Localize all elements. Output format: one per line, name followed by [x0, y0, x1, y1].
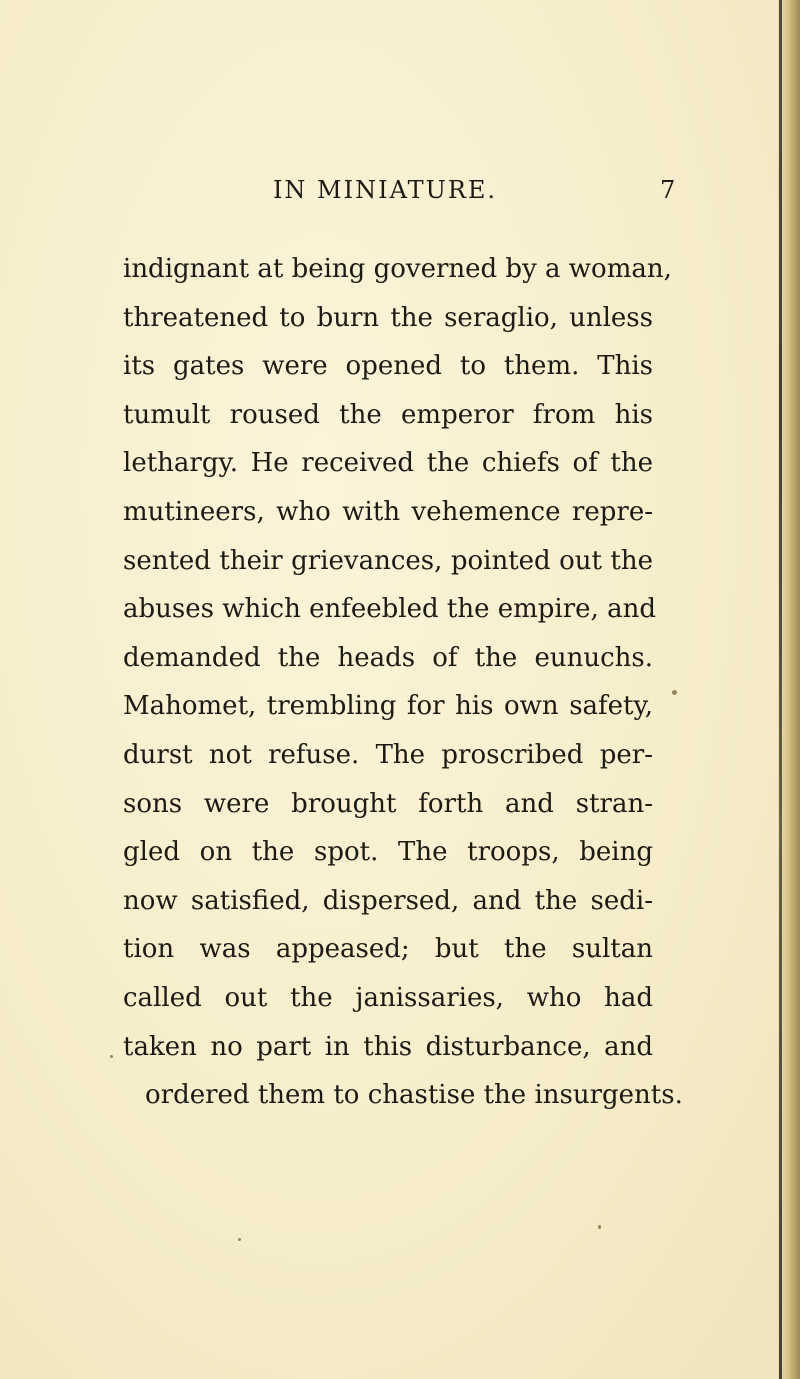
text-line: now satisfied, dispersed, and the sedi- [123, 885, 653, 916]
text-line: durst not refuse. The proscribed per- [123, 739, 653, 770]
text-line: Mahomet, trembling for his own safety, [123, 691, 653, 722]
text-line: gled on the spot. The troops, being [123, 837, 653, 868]
paper-speck [672, 690, 677, 695]
text-line: ordered them to chastise the insurgents. [145, 1080, 683, 1111]
page-number: 7 [660, 176, 676, 204]
text-line: threatened to burn the seraglio, unless [123, 302, 653, 333]
running-head [0, 176, 800, 216]
text-line: abuses which enfeebled the empire, and [123, 594, 656, 625]
text-line: tion was appeased; but the sultan [123, 934, 653, 965]
text-line: mutineers, who with vehemence repre- [123, 496, 653, 527]
text-line: demanded the heads of the eunuchs. [123, 642, 653, 673]
text-line: tumult roused the emperor from his [123, 399, 653, 430]
text-line: sons were brought forth and stran- [123, 788, 653, 819]
paper-speck [110, 1055, 113, 1058]
text-line: its gates were opened to them. This [123, 351, 653, 382]
running-title: IN MINIATURE. [272, 176, 498, 204]
paper-speck [598, 1225, 601, 1229]
text-line: sented their grievances, pointed out the [123, 545, 653, 576]
body-text [123, 245, 683, 1120]
text-line: called out the janissaries, who had [123, 982, 653, 1013]
text-line: indignant at being governed by a woman, [123, 254, 672, 284]
text-line: lethargy. He received the chiefs of the [123, 448, 653, 479]
text-line: taken no part in this disturbance, and [123, 1031, 653, 1062]
paper-speck [238, 1238, 241, 1241]
